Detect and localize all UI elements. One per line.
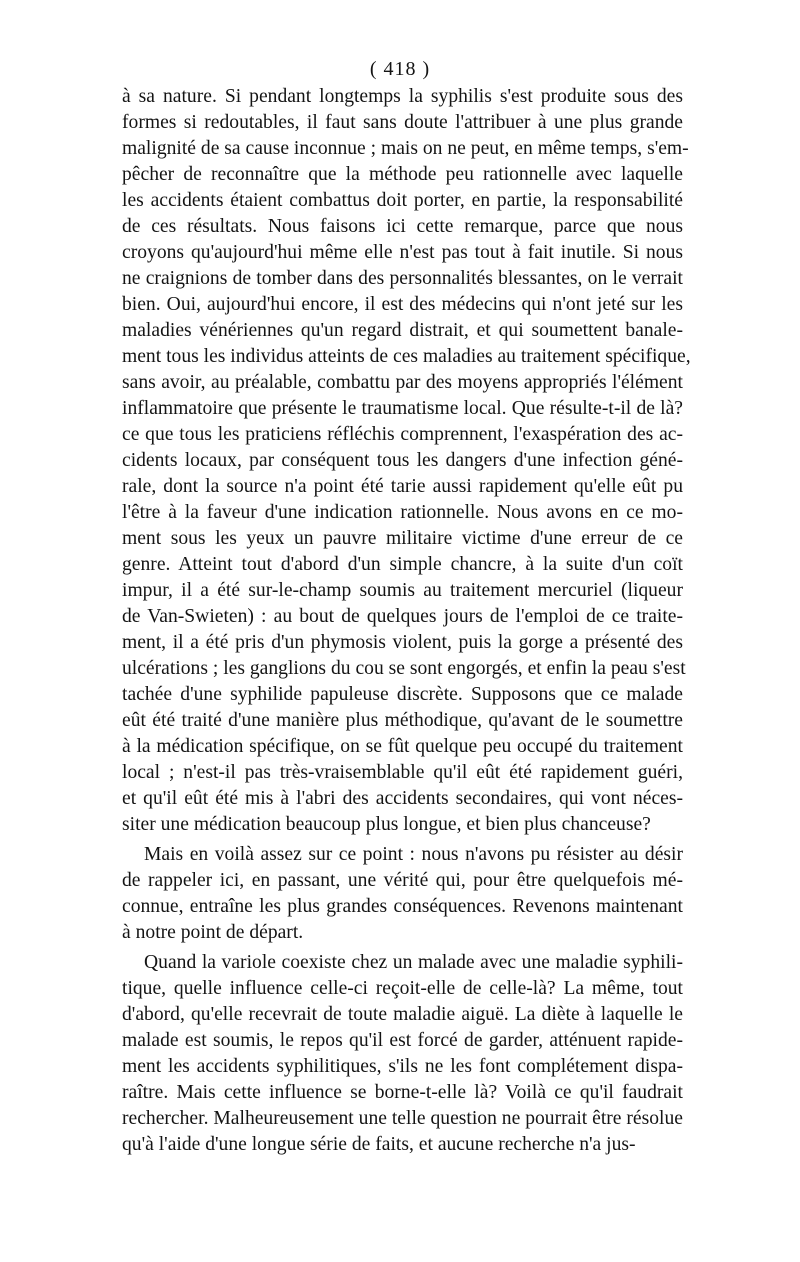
text-line: les accidents étaient combattus doit porter, en partie, la responsabilité: [122, 190, 683, 211]
text-line: genre. Atteint tout d'abord d'un simple chancre, à la suite d'un coït: [122, 554, 683, 575]
text-line: de ces résultats. Nous faisons ici cette remarque, parce que nous: [122, 216, 683, 237]
paragraph: [122, 84, 691, 838]
text-line: à la médication spécifique, on se fût quelque peu occupé du traitement: [122, 736, 683, 757]
text-line: malignité de sa cause inconnue ; mais on ne peut, en même temps, s'em-: [122, 138, 689, 159]
text-line: bien. Oui, aujourd'hui encore, il est des médecins qui n'ont jeté sur les: [122, 294, 683, 315]
body-text: [122, 84, 691, 1158]
text-line: croyons qu'aujourd'hui même elle n'est pas tout à fait inutile. Si nous: [122, 242, 683, 263]
text-line: Quand la variole coexiste chez un malade avec une maladie syphili-: [144, 952, 683, 973]
text-line: ment sous les yeux un pauvre militaire victime d'une erreur de ce: [122, 528, 683, 549]
paragraph: [122, 950, 683, 1158]
text-line: tachée d'une syphilide papuleuse discrète. Supposons que ce malade: [122, 684, 683, 705]
text-line: formes si redoutables, il faut sans doute l'attribuer à une plus grande: [122, 112, 683, 133]
text-line: maladies vénériennes qu'un regard distrait, et qui soumettent banale-: [122, 320, 683, 341]
text-line: inflammatoire que présente le traumatisme local. Que résulte-t-il de là?: [122, 398, 683, 419]
text-line: de Van-Swieten) : au bout de quelques jours de l'emploi de ce traite-: [122, 606, 683, 627]
text-line: ment, il a été pris d'un phymosis violent, puis la gorge a présenté des: [122, 632, 683, 653]
text-line: à notre point de départ.: [122, 922, 304, 943]
text-line: connue, entraîne les plus grandes conséquences. Revenons maintenant: [122, 896, 683, 917]
text-line: pêcher de reconnaître que la méthode peu rationnelle avec laquelle: [122, 164, 683, 185]
text-line: ment tous les individus atteints de ces maladies au traitement spécifique,: [122, 346, 691, 367]
text-line: malade est soumis, le repos qu'il est forcé de garder, atténuent rapide-: [122, 1030, 683, 1051]
text-line: raître. Mais cette influence se borne-t-elle là? Voilà ce qu'il faudrait: [122, 1082, 683, 1103]
text-line: ulcérations ; les ganglions du cou se sont engorgés, et enfin la peau s'est: [122, 658, 686, 679]
paragraph: [122, 842, 683, 946]
text-line: sans avoir, au préalable, combattu par des moyens appropriés l'élément: [122, 372, 683, 393]
text-line: local ; n'est-il pas très-vraisemblable qu'il eût été rapidement guéri,: [122, 762, 683, 783]
text-line: de rappeler ici, en passant, une vérité qui, pour être quelquefois mé-: [122, 870, 683, 891]
text-line: ne craignions de tomber dans des personnalités blessantes, on le verrait: [122, 268, 683, 289]
text-line: rale, dont la source n'a point été tarie aussi rapidement qu'elle eût pu: [122, 476, 683, 497]
text-line: à sa nature. Si pendant longtemps la syphilis s'est produite sous des: [122, 86, 683, 107]
text-line: rechercher. Malheureusement une telle question ne pourrait être résolue: [122, 1108, 683, 1129]
page-number: ( 418 ): [369, 58, 431, 80]
text-line: d'abord, qu'elle recevrait de toute maladie aiguë. La diète à laquelle le: [122, 1004, 683, 1025]
text-line: tique, quelle influence celle-ci reçoit-elle de celle-là? La même, tout: [122, 978, 683, 999]
text-line: impur, il a été sur-le-champ soumis au traitement mercuriel (liqueur: [122, 580, 683, 601]
text-line: siter une médication beaucoup plus longue, et bien plus chanceuse?: [122, 814, 651, 835]
text-line: et qu'il eût été mis à l'abri des accidents secondaires, qui vont néces-: [122, 788, 683, 809]
text-line: cidents locaux, par conséquent tous les dangers d'une infection géné-: [122, 450, 683, 471]
text-line: qu'à l'aide d'une longue série de faits, et aucune recherche n'a jus-: [122, 1134, 636, 1155]
text-line: ce que tous les praticiens réfléchis comprennent, l'exaspération des ac-: [122, 424, 683, 445]
text-line: ment les accidents syphilitiques, s'ils ne les font complétement dispa-: [122, 1056, 683, 1077]
text-line: Mais en voilà assez sur ce point : nous n'avons pu résister au désir: [144, 844, 683, 865]
text-line: l'être à la faveur d'une indication rationnelle. Nous avons en ce mo-: [122, 502, 683, 523]
text-line: eût été traité d'une manière plus méthodique, qu'avant de le soumettre: [122, 710, 683, 731]
